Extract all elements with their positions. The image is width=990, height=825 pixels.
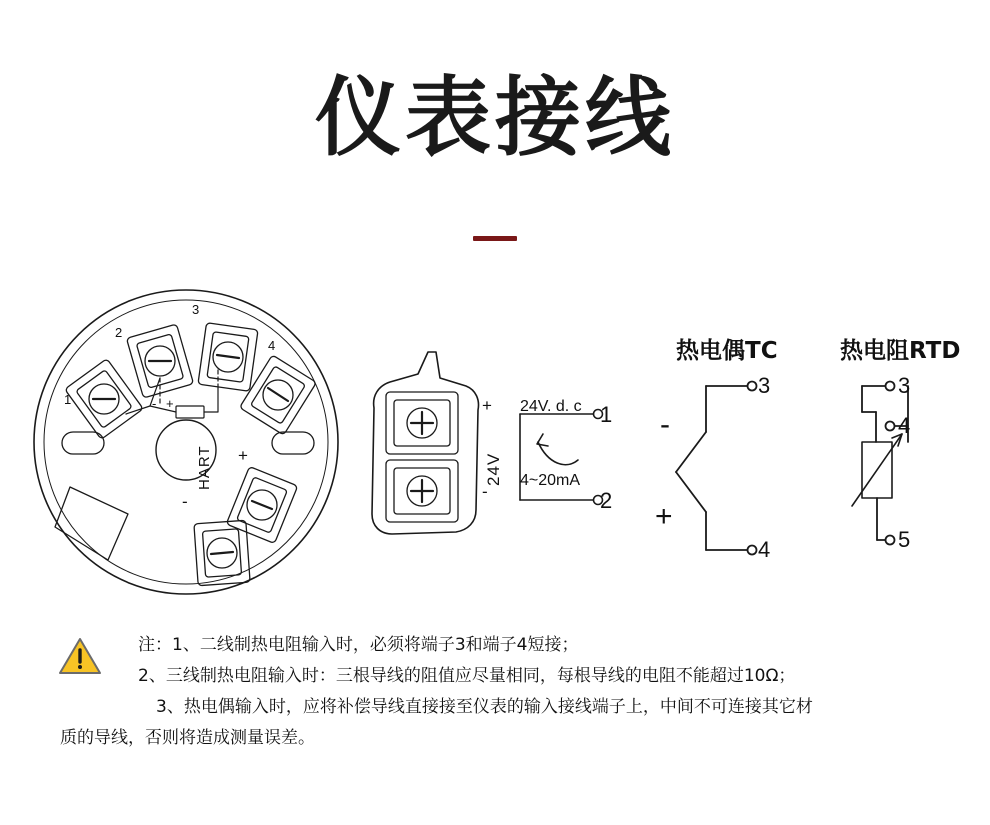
module-inner-plus-label: +: [166, 396, 174, 411]
module-inner-minus-label: -: [152, 396, 157, 411]
notes-prefix: 注：: [138, 635, 172, 655]
rtd-terminal-5: 5: [898, 527, 911, 552]
thermocouple-graphic: [676, 382, 757, 555]
module-minus-label: -: [182, 492, 188, 511]
module-terminal-number-2: 2: [115, 325, 123, 340]
tc-minus-sign: -: [660, 408, 670, 441]
loop-power-graphic: [520, 410, 603, 505]
loop-terminal-1: 1: [600, 402, 613, 427]
note-line-2: 2、三线制热电阻输入时：三根导线的阻值应尽量相同，每根导线的电阻不能超过10Ω；: [138, 666, 796, 686]
rtd-section-label: 热电阻RTD: [840, 338, 961, 364]
note-line-4: 质的导线，否则将造成测量误差。: [60, 728, 315, 748]
side-view-24v-label: 24V: [484, 452, 503, 486]
note-line-1: [138, 630, 950, 661]
module-terminal-number-1: 1: [64, 392, 72, 407]
loop-terminal-2: 2: [600, 488, 613, 513]
rtd-graphic: [852, 382, 911, 545]
side-view-minus-label: -: [482, 482, 488, 501]
module-terminal-number-4: 4: [268, 338, 276, 353]
note-item-1: 1、二线制热电阻输入时，必须将端子3和端子4短接；: [172, 635, 579, 655]
rtd-terminal-4: 4: [898, 413, 911, 438]
loop-current-label: 4~20mA: [520, 472, 581, 489]
rtd-terminal-3: 3: [898, 373, 911, 398]
thermocouple-section-label: 热电偶TC: [676, 338, 778, 364]
side-view-plus-label: +: [482, 396, 492, 415]
tc-plus-sign: +: [655, 500, 673, 533]
tc-terminal-4: 4: [758, 537, 771, 562]
page-title: 仪表接线: [315, 68, 675, 168]
note-line-3: 3、热电偶输入时，应将补偿导线直接接至仪表的输入接线端子上，中间不可连接其它材: [156, 697, 813, 717]
module-side-view-graphic: [372, 352, 479, 534]
module-top-view-graphic: [34, 290, 338, 594]
tc-terminal-3: 3: [758, 373, 771, 398]
hart-label: HART: [196, 445, 213, 490]
title-underline-rule: [473, 236, 517, 241]
notes-block: [60, 630, 950, 754]
module-terminal-number-3: 3: [192, 302, 200, 317]
module-plus-label: +: [238, 446, 248, 465]
loop-supply-label: 24V. d. c: [520, 398, 582, 415]
